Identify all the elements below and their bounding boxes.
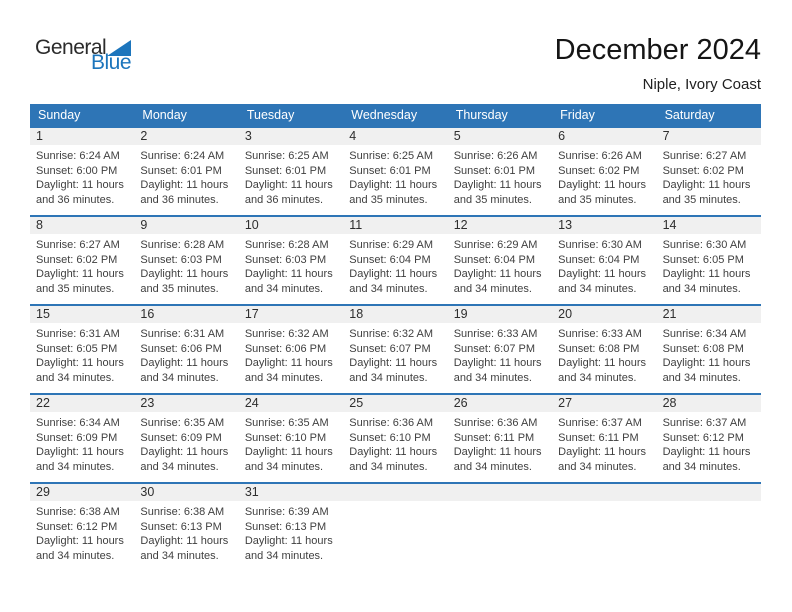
day-sunset: Sunset: 6:04 PM (349, 253, 431, 266)
day-number-strip (657, 217, 761, 234)
day-cell (239, 484, 343, 571)
day-cell (448, 306, 552, 393)
weekday-header-wednesday: Wednesday (351, 108, 418, 122)
day-daylight-hours: Daylight: 11 hours (453, 268, 542, 281)
day-number: 8 (36, 218, 43, 232)
day-cell (552, 217, 656, 304)
day-sunrise: Sunrise: 6:28 AM (244, 239, 329, 251)
day-number-strip (448, 217, 552, 234)
day-daylight-minutes: and 35 minutes. (453, 193, 532, 206)
day-sunset: Sunset: 6:04 PM (453, 253, 536, 266)
day-daylight-hours: Daylight: 11 hours (662, 357, 751, 370)
weekday-header-sunday: Sunday (38, 108, 81, 122)
day-daylight-hours: Daylight: 11 hours (558, 179, 646, 192)
day-number-strip (30, 217, 134, 234)
day-sunset: Sunset: 6:00 PM (36, 164, 118, 177)
week-row-4 (30, 393, 761, 482)
day-number: 10 (244, 218, 259, 232)
day-number-strip (239, 217, 343, 234)
day-number: 22 (36, 396, 50, 410)
day-cell (30, 217, 134, 304)
weekday-header-monday: Monday (142, 108, 187, 122)
day-daylight-minutes: and 34 minutes. (558, 460, 637, 473)
day-sunrise: Sunrise: 6:36 AM (453, 417, 538, 429)
day-sunrise: Sunrise: 6:35 AM (140, 417, 225, 429)
day-daylight-hours: Daylight: 11 hours (662, 446, 751, 459)
day-number: 29 (36, 485, 50, 499)
day-daylight-hours: Daylight: 11 hours (558, 446, 646, 459)
day-number-strip (239, 306, 343, 323)
day-sunrise: Sunrise: 6:25 AM (244, 150, 329, 162)
day-daylight-hours: Daylight: 11 hours (36, 446, 124, 459)
day-daylight-minutes: and 35 minutes. (140, 282, 219, 295)
day-sunrise: Sunrise: 6:24 AM (36, 150, 120, 162)
day-daylight-minutes: and 36 minutes. (36, 193, 115, 206)
day-sunset: Sunset: 6:13 PM (244, 520, 327, 533)
day-cell (657, 217, 761, 304)
day-cell (134, 128, 238, 215)
day-number-strip (134, 306, 238, 323)
day-number: 31 (244, 485, 259, 499)
day-sunrise: Sunrise: 6:30 AM (662, 239, 747, 251)
day-number-strip (448, 306, 552, 323)
day-number: 4 (349, 129, 357, 143)
day-daylight-hours: Daylight: 11 hours (140, 268, 229, 281)
day-sunrise: Sunrise: 6:34 AM (662, 328, 747, 340)
day-daylight-hours: Daylight: 11 hours (140, 446, 229, 459)
day-cell (30, 395, 134, 482)
day-sunrise: Sunrise: 6:37 AM (662, 417, 747, 429)
day-cell (343, 395, 447, 482)
day-number-strip (134, 217, 238, 234)
day-daylight-hours: Daylight: 11 hours (453, 446, 542, 459)
page-title: December 2024 (554, 34, 761, 66)
day-number: 25 (349, 396, 364, 410)
day-number-strip (30, 306, 134, 323)
day-number-strip (239, 395, 343, 412)
day-sunrise: Sunrise: 6:29 AM (349, 239, 434, 251)
day-sunrise: Sunrise: 6:33 AM (558, 328, 642, 340)
day-daylight-hours: Daylight: 11 hours (662, 268, 751, 281)
day-cell (134, 306, 238, 393)
day-cell (657, 128, 761, 215)
day-number: 13 (558, 218, 573, 232)
day-number: 27 (558, 396, 573, 410)
week-row-5 (30, 482, 761, 571)
day-daylight-hours: Daylight: 11 hours (140, 179, 229, 192)
day-sunset: Sunset: 6:11 PM (558, 431, 639, 444)
day-number: 12 (453, 218, 468, 232)
day-number-strip (134, 484, 238, 501)
day-cell (134, 395, 238, 482)
day-number-strip (448, 128, 552, 145)
logo-wordmark-general: General (35, 36, 107, 59)
day-number-strip (343, 395, 447, 412)
day-daylight-hours: Daylight: 11 hours (349, 446, 438, 459)
day-number: 1 (36, 129, 43, 143)
day-daylight-minutes: and 34 minutes. (662, 371, 741, 384)
day-daylight-hours: Daylight: 11 hours (36, 179, 124, 192)
day-number-strip (343, 306, 447, 323)
day-number: 9 (140, 218, 148, 232)
day-number-strip (30, 395, 134, 412)
day-sunset: Sunset: 6:01 PM (140, 164, 222, 177)
day-sunrise: Sunrise: 6:27 AM (36, 239, 120, 251)
calendar-table (30, 104, 761, 571)
day-number-strip (134, 128, 238, 145)
day-daylight-hours: Daylight: 11 hours (662, 179, 751, 192)
day-daylight-hours: Daylight: 11 hours (36, 357, 124, 370)
day-number-strip (30, 128, 134, 145)
day-sunset: Sunset: 6:10 PM (349, 431, 431, 444)
day-number: 14 (662, 218, 677, 232)
day-cell (448, 128, 552, 215)
day-sunrise: Sunrise: 6:30 AM (558, 239, 642, 251)
weekday-header-friday: Friday (560, 108, 595, 122)
day-number: 15 (36, 307, 50, 321)
day-number-strip (343, 217, 447, 234)
day-daylight-minutes: and 34 minutes. (140, 460, 219, 473)
day-daylight-minutes: and 34 minutes. (244, 282, 324, 295)
day-number: 3 (244, 129, 252, 143)
day-cell-empty (657, 484, 761, 571)
day-cell (657, 395, 761, 482)
day-daylight-minutes: and 35 minutes. (558, 193, 637, 206)
day-daylight-minutes: and 35 minutes. (349, 193, 428, 206)
day-daylight-minutes: and 34 minutes. (453, 282, 532, 295)
day-number-strip (239, 128, 343, 145)
day-cell-empty (552, 484, 656, 571)
day-sunset: Sunset: 6:12 PM (36, 520, 118, 533)
day-sunset: Sunset: 6:04 PM (558, 253, 640, 266)
day-daylight-minutes: and 34 minutes. (662, 460, 741, 473)
day-daylight-minutes: and 35 minutes. (36, 282, 115, 295)
day-number-strip (30, 484, 134, 501)
day-sunrise: Sunrise: 6:29 AM (453, 239, 538, 251)
day-daylight-minutes: and 34 minutes. (349, 371, 428, 384)
day-sunset: Sunset: 6:11 PM (453, 431, 535, 444)
day-sunset: Sunset: 6:09 PM (36, 431, 118, 444)
day-sunset: Sunset: 6:08 PM (558, 342, 640, 355)
day-cell (343, 306, 447, 393)
day-number: 11 (349, 218, 363, 232)
day-sunrise: Sunrise: 6:26 AM (453, 150, 538, 162)
day-sunrise: Sunrise: 6:34 AM (36, 417, 120, 429)
day-number: 30 (140, 485, 155, 499)
day-sunset: Sunset: 6:01 PM (244, 164, 327, 177)
day-sunset: Sunset: 6:02 PM (36, 253, 118, 266)
day-sunrise: Sunrise: 6:38 AM (36, 506, 120, 518)
day-sunset: Sunset: 6:03 PM (140, 253, 222, 266)
day-number-strip (657, 128, 761, 145)
day-sunrise: Sunrise: 6:32 AM (244, 328, 329, 340)
day-cell (552, 306, 656, 393)
day-cell (239, 306, 343, 393)
day-sunset: Sunset: 6:09 PM (140, 431, 222, 444)
day-number-strip (343, 484, 447, 501)
week-row-3 (30, 304, 761, 393)
day-daylight-hours: Daylight: 11 hours (349, 357, 438, 370)
day-daylight-minutes: and 34 minutes. (558, 371, 637, 384)
day-cell (30, 306, 134, 393)
day-daylight-hours: Daylight: 11 hours (558, 268, 646, 281)
day-daylight-minutes: and 34 minutes. (36, 371, 115, 384)
day-sunset: Sunset: 6:07 PM (453, 342, 536, 355)
day-sunrise: Sunrise: 6:36 AM (349, 417, 434, 429)
day-sunrise: Sunrise: 6:27 AM (662, 150, 747, 162)
day-number-strip (448, 484, 552, 501)
day-daylight-minutes: and 36 minutes. (244, 193, 324, 206)
weekday-header-thursday: Thursday (455, 108, 508, 122)
day-daylight-minutes: and 34 minutes. (349, 282, 428, 295)
day-number: 17 (244, 307, 259, 321)
day-daylight-minutes: and 34 minutes. (140, 549, 219, 562)
day-cell-empty (448, 484, 552, 571)
day-number: 24 (244, 396, 259, 410)
day-cell (30, 484, 134, 571)
day-cell (343, 217, 447, 304)
day-daylight-hours: Daylight: 11 hours (244, 179, 333, 192)
day-sunset: Sunset: 6:10 PM (244, 431, 327, 444)
day-cell (239, 217, 343, 304)
day-sunset: Sunset: 6:08 PM (662, 342, 744, 355)
day-number: 21 (662, 307, 677, 321)
day-daylight-hours: Daylight: 11 hours (244, 268, 333, 281)
day-daylight-minutes: and 34 minutes. (558, 282, 637, 295)
day-daylight-hours: Daylight: 11 hours (244, 357, 333, 370)
day-number-strip (552, 306, 656, 323)
day-number-strip (552, 484, 656, 501)
day-number: 19 (453, 307, 468, 321)
day-sunrise: Sunrise: 6:26 AM (558, 150, 642, 162)
day-cell (134, 484, 238, 571)
day-daylight-hours: Daylight: 11 hours (244, 446, 333, 459)
day-daylight-minutes: and 34 minutes. (140, 371, 219, 384)
day-number-strip (448, 395, 552, 412)
day-daylight-minutes: and 34 minutes. (244, 460, 324, 473)
day-sunset: Sunset: 6:02 PM (558, 164, 640, 177)
day-sunset: Sunset: 6:05 PM (36, 342, 118, 355)
day-sunrise: Sunrise: 6:38 AM (140, 506, 225, 518)
day-daylight-hours: Daylight: 11 hours (36, 268, 124, 281)
general-blue-logo (35, 38, 133, 73)
week-row-1 (30, 126, 761, 215)
day-sunset: Sunset: 6:01 PM (349, 164, 431, 177)
day-daylight-minutes: and 35 minutes. (662, 193, 741, 206)
day-sunrise: Sunrise: 6:24 AM (140, 150, 225, 162)
day-number: 26 (453, 396, 468, 410)
day-sunrise: Sunrise: 6:25 AM (349, 150, 434, 162)
location-subtitle: Niple, Ivory Coast (642, 76, 761, 93)
day-number-strip (657, 395, 761, 412)
day-sunset: Sunset: 6:03 PM (244, 253, 327, 266)
day-number: 23 (140, 396, 155, 410)
day-cell (239, 128, 343, 215)
day-daylight-hours: Daylight: 11 hours (140, 357, 229, 370)
day-daylight-minutes: and 34 minutes. (453, 371, 532, 384)
weekday-header-tuesday: Tuesday (246, 108, 295, 122)
day-daylight-minutes: and 34 minutes. (662, 282, 741, 295)
day-cell (30, 128, 134, 215)
day-cell (552, 128, 656, 215)
day-number: 2 (140, 129, 148, 143)
day-number-strip (552, 395, 656, 412)
day-number: 18 (349, 307, 364, 321)
day-sunset: Sunset: 6:13 PM (140, 520, 222, 533)
day-number-strip (657, 306, 761, 323)
day-daylight-minutes: and 34 minutes. (244, 549, 324, 562)
day-sunset: Sunset: 6:01 PM (453, 164, 536, 177)
day-number: 6 (558, 129, 566, 143)
day-daylight-minutes: and 34 minutes. (36, 549, 115, 562)
weekday-header-row (30, 104, 761, 126)
day-daylight-hours: Daylight: 11 hours (453, 357, 542, 370)
day-daylight-minutes: and 34 minutes. (244, 371, 324, 384)
day-daylight-hours: Daylight: 11 hours (244, 535, 333, 548)
day-number: 20 (558, 307, 573, 321)
day-number-strip (552, 217, 656, 234)
day-daylight-minutes: and 34 minutes. (36, 460, 115, 473)
day-number: 7 (662, 129, 670, 143)
day-number-strip (343, 128, 447, 145)
day-sunrise: Sunrise: 6:32 AM (349, 328, 434, 340)
day-sunset: Sunset: 6:07 PM (349, 342, 431, 355)
day-sunset: Sunset: 6:02 PM (662, 164, 744, 177)
day-sunrise: Sunrise: 6:37 AM (558, 417, 642, 429)
day-number-strip (239, 484, 343, 501)
day-sunrise: Sunrise: 6:31 AM (140, 328, 225, 340)
day-daylight-minutes: and 34 minutes. (349, 460, 428, 473)
day-number-strip (657, 484, 761, 501)
day-cell (552, 395, 656, 482)
day-sunrise: Sunrise: 6:33 AM (453, 328, 538, 340)
day-sunrise: Sunrise: 6:31 AM (36, 328, 120, 340)
day-number-strip (552, 128, 656, 145)
day-cell (343, 128, 447, 215)
day-daylight-hours: Daylight: 11 hours (349, 268, 438, 281)
day-sunset: Sunset: 6:06 PM (140, 342, 222, 355)
day-cell (239, 395, 343, 482)
day-number: 28 (662, 396, 677, 410)
day-cell (448, 395, 552, 482)
day-sunrise: Sunrise: 6:35 AM (244, 417, 329, 429)
day-cell (134, 217, 238, 304)
logo-wordmark-blue: Blue (90, 51, 131, 74)
day-daylight-minutes: and 34 minutes. (453, 460, 532, 473)
day-sunset: Sunset: 6:05 PM (662, 253, 744, 266)
day-number: 16 (140, 307, 155, 321)
day-cell (448, 217, 552, 304)
week-row-2 (30, 215, 761, 304)
weekday-header-saturday: Saturday (664, 108, 715, 122)
day-sunset: Sunset: 6:06 PM (244, 342, 327, 355)
day-sunrise: Sunrise: 6:39 AM (244, 506, 329, 518)
day-sunset: Sunset: 6:12 PM (662, 431, 744, 444)
day-daylight-hours: Daylight: 11 hours (558, 357, 646, 370)
day-cell (657, 306, 761, 393)
day-daylight-hours: Daylight: 11 hours (453, 179, 542, 192)
day-cell-empty (343, 484, 447, 571)
day-number: 5 (453, 129, 461, 143)
day-daylight-hours: Daylight: 11 hours (349, 179, 438, 192)
day-number-strip (134, 395, 238, 412)
day-daylight-hours: Daylight: 11 hours (36, 535, 124, 548)
day-daylight-minutes: and 36 minutes. (140, 193, 219, 206)
day-sunrise: Sunrise: 6:28 AM (140, 239, 225, 251)
day-daylight-hours: Daylight: 11 hours (140, 535, 229, 548)
